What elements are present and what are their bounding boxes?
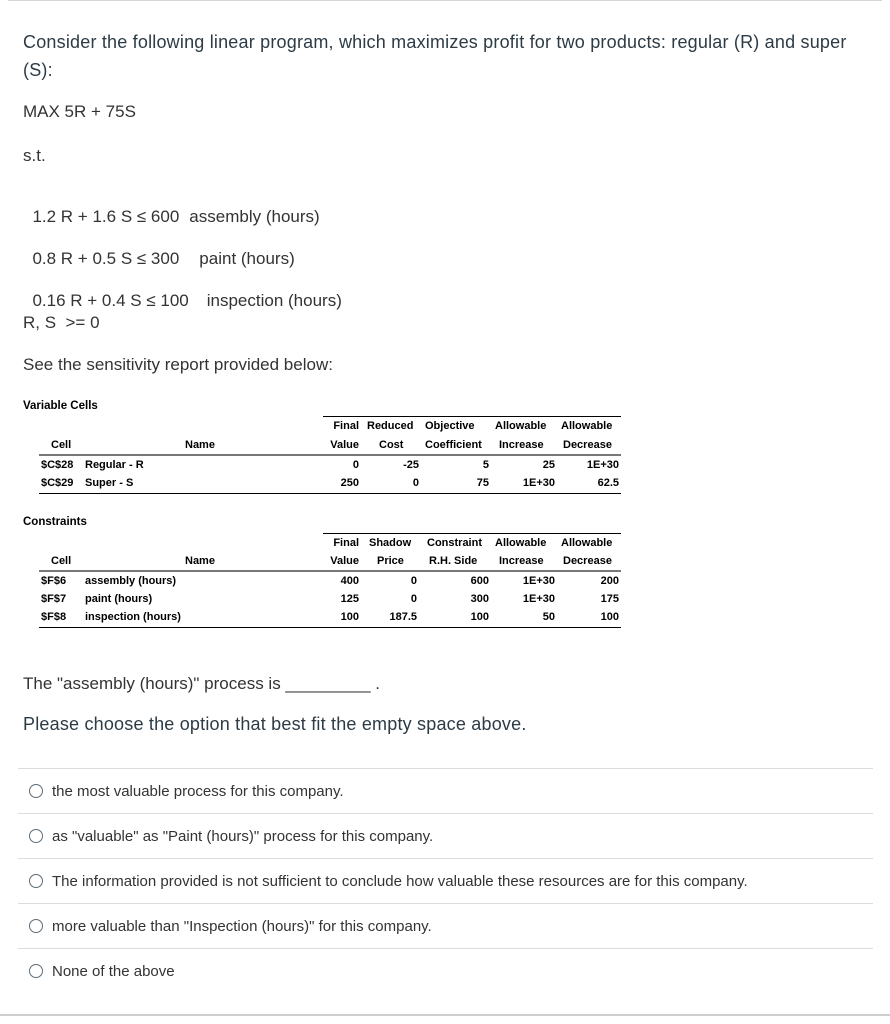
- cell-ref: $F$6: [41, 575, 67, 587]
- header-reduced-2: Cost: [379, 439, 404, 451]
- header-rule: [323, 533, 621, 534]
- option-label[interactable]: as "valuable" as "Paint (hours)" process for this company.: [52, 827, 434, 845]
- constraint-assembly: [23, 187, 320, 227]
- header-final-2: Value: [330, 439, 359, 451]
- option-label[interactable]: The information provided is not sufficient to conclude how valuable these resources are for this company.: [52, 872, 748, 890]
- option-label[interactable]: None of the above: [52, 962, 175, 980]
- header-objective-2: Coefficient: [425, 439, 482, 451]
- answer-option-1[interactable]: [18, 768, 873, 813]
- header-allow-inc: Allowable: [495, 537, 547, 549]
- header-rule-bottom: [39, 454, 621, 456]
- final-value: 250: [340, 477, 359, 489]
- constraint-rhs: 600: [470, 575, 489, 587]
- header-allow-inc-2: Increase: [499, 439, 544, 451]
- constraint-rhs: 100: [470, 611, 489, 623]
- reduced-cost: 0: [412, 477, 419, 489]
- allow-decrease: 100: [600, 611, 619, 623]
- instruction-text: Please choose the option that best fit the empty space above.: [23, 714, 527, 734]
- nonnegativity: R, S >= 0: [23, 313, 100, 332]
- header-cell: Cell: [51, 439, 72, 451]
- objective-coef: 5: [482, 459, 489, 471]
- final-value: 125: [340, 593, 359, 605]
- header-objective: Objective: [425, 420, 475, 432]
- allow-increase: 1E+30: [522, 575, 555, 587]
- header-final: Final: [333, 420, 359, 432]
- constraint-label: inspection (hours): [206, 291, 342, 310]
- table-bottom-rule: [39, 627, 621, 628]
- top-divider: [8, 0, 882, 1]
- constraint-inspection: [23, 271, 342, 311]
- final-value: 100: [340, 611, 359, 623]
- allow-decrease: 175: [600, 593, 619, 605]
- header-rhs-2: R.H. Side: [429, 555, 478, 567]
- header-shadow: Shadow: [369, 537, 412, 549]
- constraint-expr: 0.16 R + 0.4 S ≤ 100: [32, 291, 189, 310]
- allow-decrease: 62.5: [597, 477, 619, 489]
- header-shadow-2: Price: [377, 555, 404, 567]
- question-intro: Consider the following linear program, which maximizes profit for two products: regular (R) and super (S):: [23, 32, 847, 80]
- radio-button-icon[interactable]: [29, 964, 43, 978]
- objective-coef: 75: [476, 477, 489, 489]
- allow-increase: 25: [542, 459, 555, 471]
- header-allow-dec-2: Decrease: [563, 555, 612, 567]
- cell-name: inspection (hours): [85, 611, 181, 623]
- header-allow-dec: Allowable: [561, 420, 613, 432]
- answer-option-5[interactable]: [18, 948, 873, 993]
- constraints-title: Constraints: [23, 516, 87, 528]
- shadow-price: 187.5: [389, 611, 417, 623]
- shadow-price: 0: [410, 593, 417, 605]
- radio-button-icon[interactable]: [29, 919, 43, 933]
- constraint-expr: 0.8 R + 0.5 S ≤ 300: [32, 249, 180, 268]
- cell-ref: $C$28: [41, 459, 74, 471]
- answer-option-3[interactable]: [18, 858, 873, 903]
- cell-ref: $C$29: [41, 477, 74, 489]
- allow-increase: 50: [542, 611, 555, 623]
- allow-increase: 1E+30: [522, 593, 555, 605]
- radio-button-icon[interactable]: [29, 874, 43, 888]
- cell-name: assembly (hours): [85, 575, 177, 587]
- radio-button-icon[interactable]: [29, 829, 43, 843]
- constraint-expr: 1.2 R + 1.6 S ≤ 600: [32, 207, 180, 226]
- header-allow-dec: Allowable: [561, 537, 613, 549]
- cell-name: paint (hours): [85, 593, 153, 605]
- reduced-cost: -25: [403, 459, 419, 471]
- answer-options: [18, 768, 873, 993]
- cell-ref: $F$7: [41, 593, 67, 605]
- header-constraint: Constraint: [427, 537, 482, 549]
- allow-increase: 1E+30: [522, 477, 555, 489]
- allow-decrease: 1E+30: [586, 459, 619, 471]
- allow-decrease: 200: [600, 575, 619, 587]
- header-final: Final: [333, 537, 359, 549]
- radio-button-icon[interactable]: [29, 784, 43, 798]
- constraint-label: assembly (hours): [189, 207, 320, 226]
- option-label[interactable]: more valuable than "Inspection (hours)" for this company.: [52, 917, 432, 935]
- constraint-paint: [23, 229, 295, 269]
- header-allow-inc-2: Increase: [499, 555, 544, 567]
- header-rule: [323, 416, 621, 417]
- final-value: 400: [340, 575, 359, 587]
- fill-in-blank-sentence: The "assembly (hours)" process is _________ .: [23, 674, 380, 693]
- cell-ref: $F$8: [41, 611, 67, 623]
- variable-cells-title: Variable Cells: [23, 400, 98, 412]
- see-report-text: See the sensitivity report provided below:: [23, 355, 333, 374]
- header-name: Name: [185, 555, 215, 567]
- constraint-rhs: 300: [470, 593, 489, 605]
- final-value: 0: [352, 459, 359, 471]
- objective-function: MAX 5R + 75S: [23, 102, 136, 121]
- header-allow-dec-2: Decrease: [563, 439, 612, 451]
- subject-to: s.t.: [23, 146, 46, 165]
- header-reduced: Reduced: [367, 420, 414, 432]
- header-name: Name: [185, 439, 215, 451]
- table-bottom-rule: [39, 493, 621, 494]
- cell-name: Regular - R: [85, 459, 144, 471]
- cell-name: Super - S: [85, 477, 134, 489]
- header-final-2: Value: [330, 555, 359, 567]
- header-rule-bottom: [39, 570, 621, 572]
- answer-option-2[interactable]: [18, 813, 873, 858]
- bottom-divider: [0, 1014, 890, 1016]
- option-label[interactable]: the most valuable process for this company.: [52, 782, 344, 800]
- answer-option-4[interactable]: [18, 903, 873, 948]
- constraint-label: paint (hours): [199, 249, 295, 268]
- sensitivity-report: [23, 398, 633, 638]
- shadow-price: 0: [410, 575, 417, 587]
- header-allow-inc: Allowable: [495, 420, 547, 432]
- header-cell: Cell: [51, 555, 72, 567]
